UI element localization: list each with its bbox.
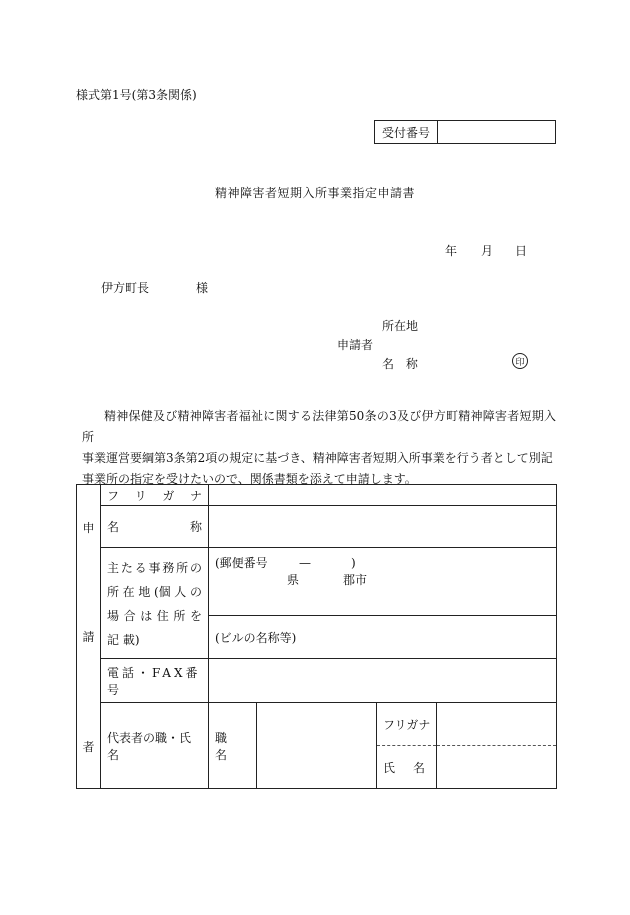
furigana-field[interactable] xyxy=(209,485,557,506)
rep-name-field[interactable] xyxy=(437,746,556,788)
office-char: (個 xyxy=(153,585,171,599)
applicant-label: 申請者 xyxy=(337,338,374,352)
office-char: 事 xyxy=(148,561,161,575)
furigana-char: ガ xyxy=(162,488,175,503)
office-char: を xyxy=(189,609,202,623)
receipt-number-label: 受付番号 xyxy=(375,121,438,143)
rep-furigana-label: フリガナ xyxy=(377,703,436,746)
office-line-4: 記 載) xyxy=(107,633,140,647)
office-char: 所 xyxy=(176,561,189,575)
office-address-label xyxy=(101,548,209,659)
phone-fax-label xyxy=(101,659,209,703)
addressee-honorific: 様 xyxy=(196,281,209,295)
document-title: 精神障害者短期入所事業指定申請書 xyxy=(214,186,415,200)
form-number: 様式第1号(第3条関係) xyxy=(76,88,197,102)
office-char: 住 xyxy=(156,609,169,623)
phone-fax-text: 電話・FAX番号 xyxy=(107,665,201,697)
position-text: 職 名 xyxy=(215,730,228,762)
office-char: 在 xyxy=(122,585,135,599)
postal-label: (郵便番号 xyxy=(215,556,268,570)
rep-labels xyxy=(377,703,437,789)
office-char: る xyxy=(134,561,147,575)
rep-name-char: 氏 xyxy=(383,760,396,775)
rep-name-char: 名 xyxy=(412,760,425,775)
prefecture-label: 県 xyxy=(287,573,300,587)
body-line-1: 精神保健及び精神障害者福祉に関する法律第50条の3及び伊方町精神障害者短期入所 xyxy=(82,409,556,444)
addressee-name: 伊方町長 xyxy=(101,281,150,295)
name-label xyxy=(101,506,209,548)
furigana-label xyxy=(101,485,209,506)
county-city-label: 郡市 xyxy=(343,573,368,587)
name-char: 称 xyxy=(189,520,202,534)
office-char: た xyxy=(120,561,133,575)
furigana-char: フ xyxy=(107,488,120,503)
body-text xyxy=(82,406,556,490)
name-char: 名 xyxy=(107,520,120,534)
date-day[interactable]: 日 xyxy=(515,244,528,258)
office-char: の xyxy=(189,561,202,575)
applicant-table xyxy=(76,484,557,789)
office-char: 合 xyxy=(123,609,136,623)
date-year[interactable]: 年 xyxy=(445,244,458,258)
position-label xyxy=(209,703,257,789)
office-char: 務 xyxy=(162,561,175,575)
phone-fax-field[interactable] xyxy=(209,659,557,703)
postal-close: ) xyxy=(351,556,356,570)
building-name-field[interactable] xyxy=(209,616,557,659)
name-field[interactable] xyxy=(209,506,557,548)
rep-fields xyxy=(437,703,557,789)
applicant-side-label xyxy=(77,485,101,789)
building-label: (ビルの名称等) xyxy=(215,630,297,645)
date-month[interactable]: 月 xyxy=(481,244,494,258)
furigana-char: ナ xyxy=(189,488,202,503)
office-char: の xyxy=(189,585,202,599)
side-char-2: 請 xyxy=(82,630,95,644)
rep-furigana-field[interactable] xyxy=(437,703,556,746)
receipt-number-box xyxy=(374,120,556,144)
body-line-2: 事業運営要綱第3条第2項の規定に基づき、精神障害者短期入所事業を行う者として別記 xyxy=(82,451,553,465)
receipt-number-field[interactable] xyxy=(438,121,555,143)
applicant-name-label: 名 称 xyxy=(382,357,418,371)
side-char-1: 申 xyxy=(82,520,95,535)
body-line-3: 事業所の指定を受けたいので、関係書類を添えて申請します。 xyxy=(82,472,417,486)
applicant-location-label: 所在地 xyxy=(382,319,419,333)
representative-label: 代表者の職・氏名 xyxy=(101,703,209,789)
office-char: は xyxy=(140,609,153,623)
seal-mark: 印 xyxy=(512,353,528,369)
postal-dash: — xyxy=(299,556,311,570)
office-char: 所 xyxy=(173,609,186,623)
office-char: 所 xyxy=(107,585,120,599)
office-char: 地 xyxy=(138,585,151,599)
office-char: 場 xyxy=(107,609,120,623)
position-field[interactable] xyxy=(257,703,377,789)
rep-name-label xyxy=(377,746,436,788)
side-char-3: 者 xyxy=(82,739,95,754)
furigana-char: リ xyxy=(134,488,147,503)
office-char: 人 xyxy=(174,585,187,599)
office-char: 主 xyxy=(107,561,120,575)
postal-address-field[interactable] xyxy=(209,548,557,616)
